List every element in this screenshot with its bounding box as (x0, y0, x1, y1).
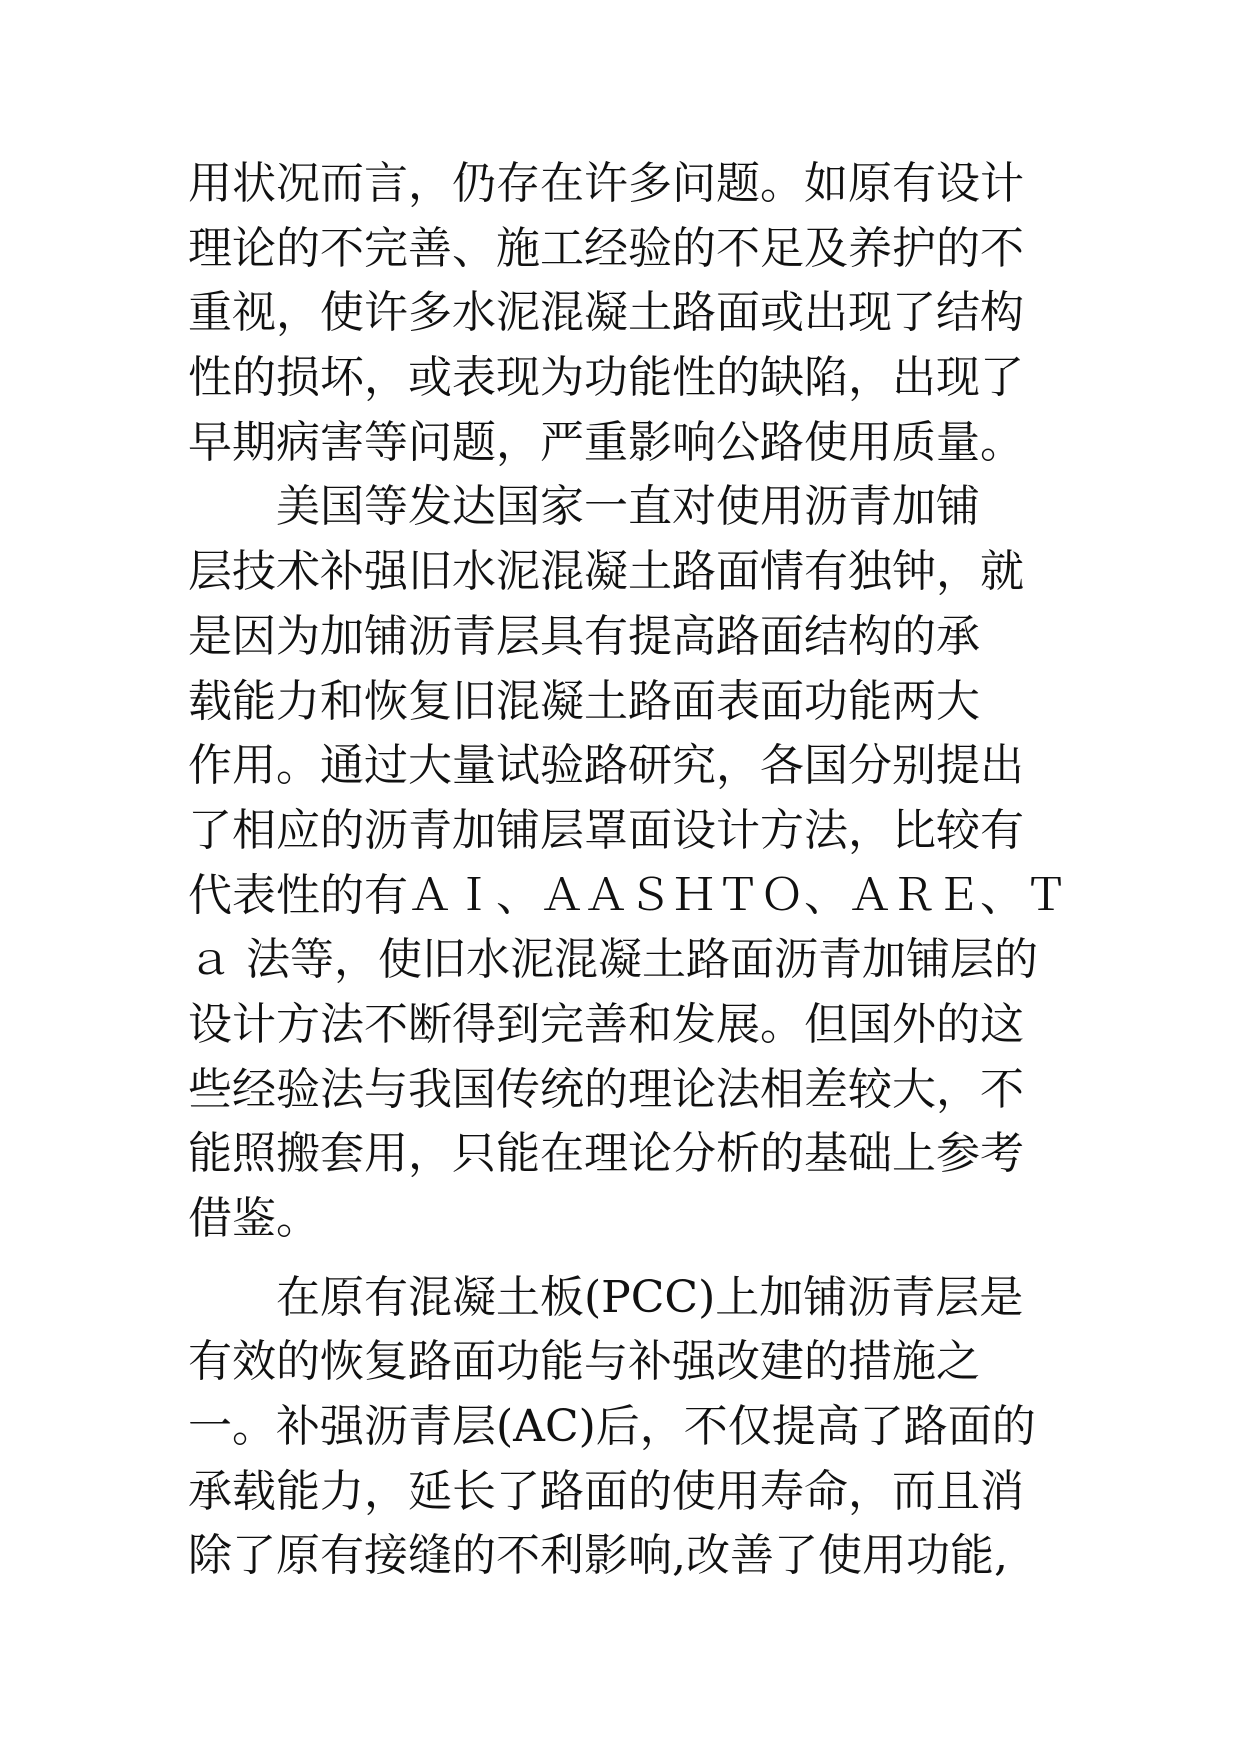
text-line: 承载能力，延长了路面的使用寿命，而且消 (188, 1465, 1024, 1517)
text-line: 有效的恢复路面功能与补强改建的措施之 (188, 1336, 980, 1388)
text-line: 性的损坏，或表现为功能性的缺陷，出现了 (188, 352, 1024, 404)
text-line: ａ 法等，使旧水泥混凝土路面沥青加铺层的 (188, 934, 1038, 986)
text-line: 除了原有接缝的不利影响,改善了使用功能, (188, 1530, 1008, 1582)
text-line: 美国等发达国家一直对使用沥青加铺 (276, 481, 980, 533)
text-line: 设计方法不断得到完善和发展。但国外的这 (188, 998, 1024, 1050)
text-line: 是因为加铺沥青层具有提高路面结构的承 (188, 610, 980, 662)
body-text (188, 152, 1068, 1589)
text-line: 借鉴。 (188, 1193, 320, 1244)
text-line: 用状况而言，仍存在许多问题。如原有设计 (188, 158, 1024, 209)
paragraph-spacer (188, 1252, 1068, 1266)
text-line: 能照搬套用，只能在理论分析的基础上参考 (188, 1128, 1024, 1180)
text-line: 载能力和恢复旧混凝土路面表面功能两大 (188, 675, 980, 727)
text-line: 代表性的有ＡＩ、ＡＡＳＨＴＯ、ＡＲＥ、Ｔ (188, 869, 1068, 921)
text-line: 作用。通过大量试验路研究，各国分别提出 (188, 740, 1024, 792)
text-line: 了相应的沥青加铺层罩面设计方法，比较有 (188, 804, 1024, 856)
paragraph (188, 1266, 1068, 1589)
paragraph (188, 475, 1068, 1251)
text-line: 一。补强沥青层(AC)后，不仅提高了路面的 (188, 1401, 1036, 1453)
paragraph (188, 152, 1068, 475)
text-line: 层技术补强旧水泥混凝土路面情有独钟，就 (188, 546, 1024, 598)
text-line: 在原有混凝土板(PCC)上加铺沥青层是 (276, 1271, 1024, 1323)
text-line: 重视，使许多水泥混凝土路面或出现了结构 (188, 287, 1024, 339)
text-line: 早期病害等问题，严重影响公路使用质量。 (188, 416, 1024, 468)
text-line: 些经验法与我国传统的理论法相差较大，不 (188, 1063, 1024, 1115)
text-line: 理论的不完善、施工经验的不足及养护的不 (188, 222, 1024, 274)
